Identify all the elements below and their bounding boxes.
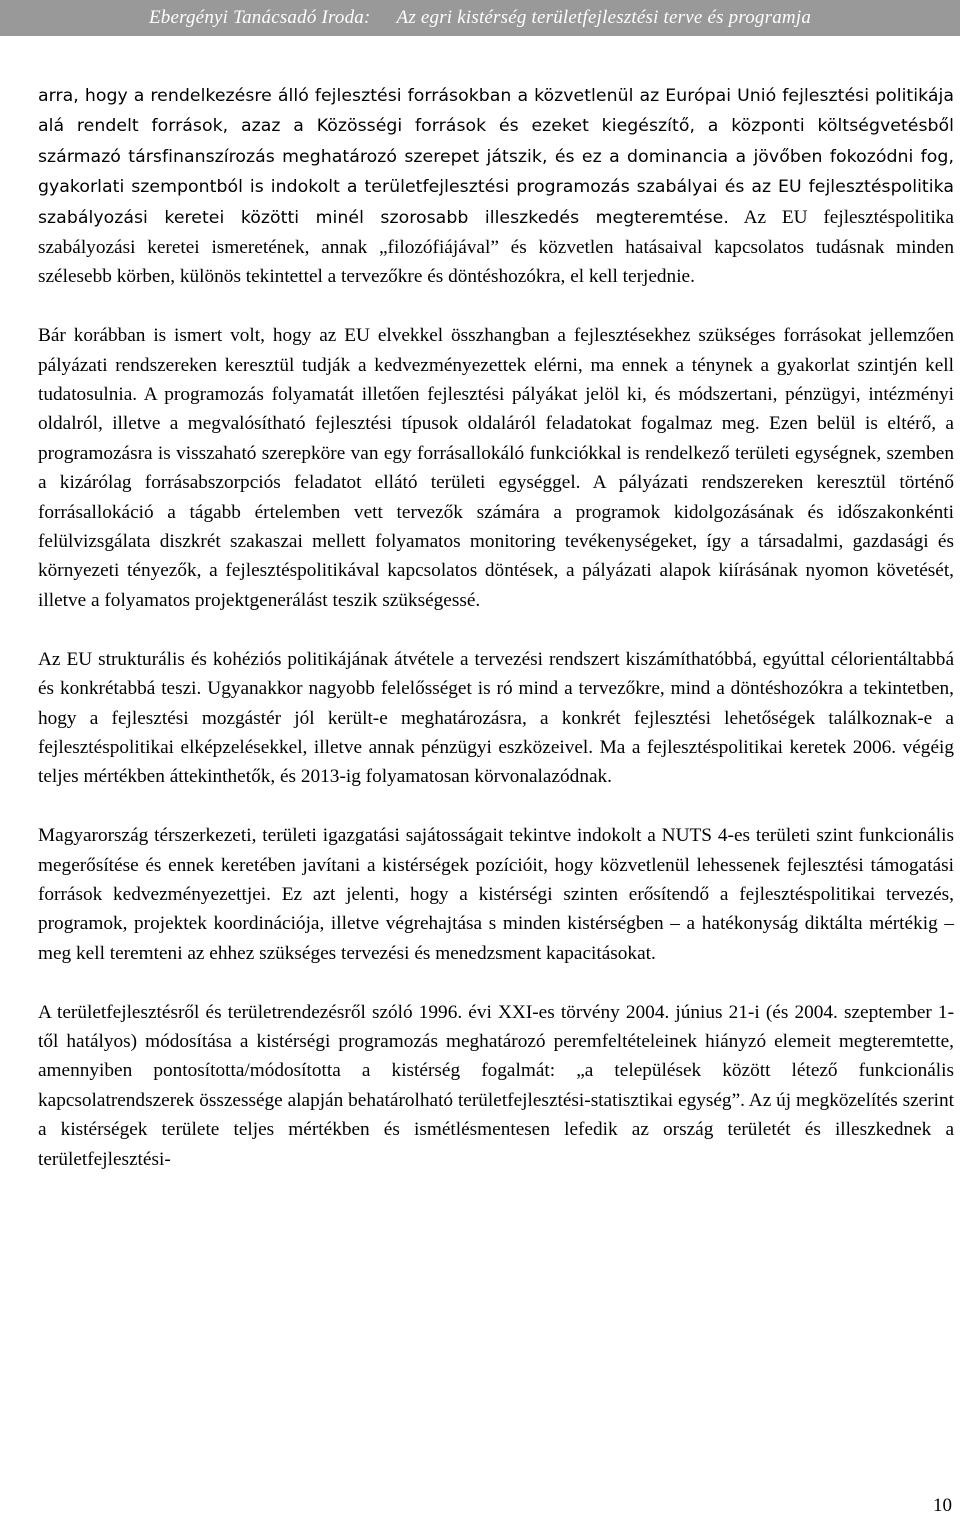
page-number: 10	[933, 1495, 952, 1516]
paragraph-1-part-2: Az EU fejlesztéspolitika szabályozási keretei ismeretének, annak „filozófiájával” és közvetlen hatásaival kapcsolatos tudásnak minden szélesebb körben, különös tekintettel a tervezőkre és döntéshozókra, el kell terjednie.	[38, 206, 954, 288]
header-title: Az egri kistérség területfejlesztési terve és programja	[396, 7, 812, 28]
header-org: Ebergényi Tanácsadó Iroda:	[148, 7, 371, 28]
paragraph-3: Az EU strukturális és kohéziós politikájának átvétele a tervezési rendszert kiszámíthatóbbá, egyúttal célorientáltabbá és konkrétabbá teszi. Ugyanakkor nagyobb felelősséget is ró mind a tervezőkre, mind a döntéshozókra a tekintetben, hogy a fejlesztési mozgástér jól került-e meghatározásra, a konkrét fejlesztési lehetőségek találkoznak-e a fejlesztéspolitikai elképzelésekkel, illetve annak pénzügyi eszközeivel. Ma a fejlesztéspolitikai keretek 2006. végéig teljes mértékben áttekinthetők, és 2013-ig folyamatosan körvonalazódnak.	[38, 648, 954, 788]
header-text	[149, 7, 811, 29]
paragraph-5: A területfejlesztésről és területrendezésről szóló 1996. évi XXI-es törvény 2004. június 21-i (és 2004. szeptember 1-től hatályos) módosítása a kistérségi programozás meghatározó peremfeltételeinek hiányzó elemeit megteremtette, amennyiben pontosította/módosította a kistérség fogalmát: „a települések között létező funkcionális kapcsolatrendszerek összessége alapján behatárolható területfejlesztési-statisztikai egység”. Az új megközelítés szerint a kistérségek területe teljes mértékben és ismétlésmentesen lefedik az ország területét és illeszkednek a területfejlesztési-	[38, 1001, 954, 1170]
document-body	[38, 81, 954, 1174]
paragraph-4: Magyarország térszerkezeti, területi igazgatási sajátosságait tekintve indokolt a NUTS 4-es területi szint funkcionális megerősítése és ennek keretében javítani a kistérségek pozícióit, hogy közvetlenül lehessenek fejlesztési támogatási források kedvezményezettjei. Ez azt jelenti, hogy a kistérségi szinten erősítendő a fejlesztéspolitikai tervezés, programok, projektek koordinációja, illetve végrehajtása s minden kistérségben – a hatékonyság diktálta mértékig – meg kell teremteni az ehhez szükséges tervezési és menedzsment kapacitásokat.	[38, 825, 954, 964]
paragraph-1-part-1: arra, hogy a rendelkezésre álló fejlesztési forrásokban a közvetlenül az Európai Unió fejlesztési politikája alá rendelt források, azaz a Közösségi források és ezeket kiegészítő, a központi költségvetésből származó társfinanszírozás meghatározó szerepet játszik, és ez a dominancia a jövőben fokozódni fog, gyakorlati szempontból is indokolt a területfejlesztési programozás szabályai és az EU fejlesztéspolitika szabályozási keretei közötti minél szorosabb illeszkedés megteremtése.	[38, 86, 954, 228]
paragraph-1	[38, 81, 954, 292]
paragraph-2: Bár korábban is ismert volt, hogy az EU elvekkel összhangban a fejlesztésekhez szükséges forrásokat jellemzően pályázati rendszereken keresztül tudják a kedvezményezettek elérni, ma ennek a ténynek a gyakorlat szintjén kell tudatosulnia. A programozás folyamatát illetően fejlesztési pályákat jelöl ki, és módszertani, pénzügyi, intézményi oldalról, illetve a megvalósítható fejlesztési típusok oldaláról feladatokat fogalmaz meg. Ezen belül is eltérő, a programozásra is visszaható szerepköre van egy forrásallokáló funkciókkal is rendelkező területi egységnek, szemben a kizárólag forrásabszorpciós feladatot ellátó területi egységgel. A pályázati rendszereken keresztül történő forrásallokáció a tágabb értelemben vett tervezők számára a programok kidolgozásának és időszakonkénti felülvizsgálata diszkrét szakaszai mellett folyamatos monitoring tevékenységeket, így a társadalmi, gazdasági és környezeti tényezők, a fejlesztéspolitikával kapcsolatos döntések, a pályázati alapok kiírásának nyomon követését, illetve a folyamatos projektgenerálást teszik szükségessé.	[38, 325, 954, 611]
page-header	[0, 0, 960, 36]
